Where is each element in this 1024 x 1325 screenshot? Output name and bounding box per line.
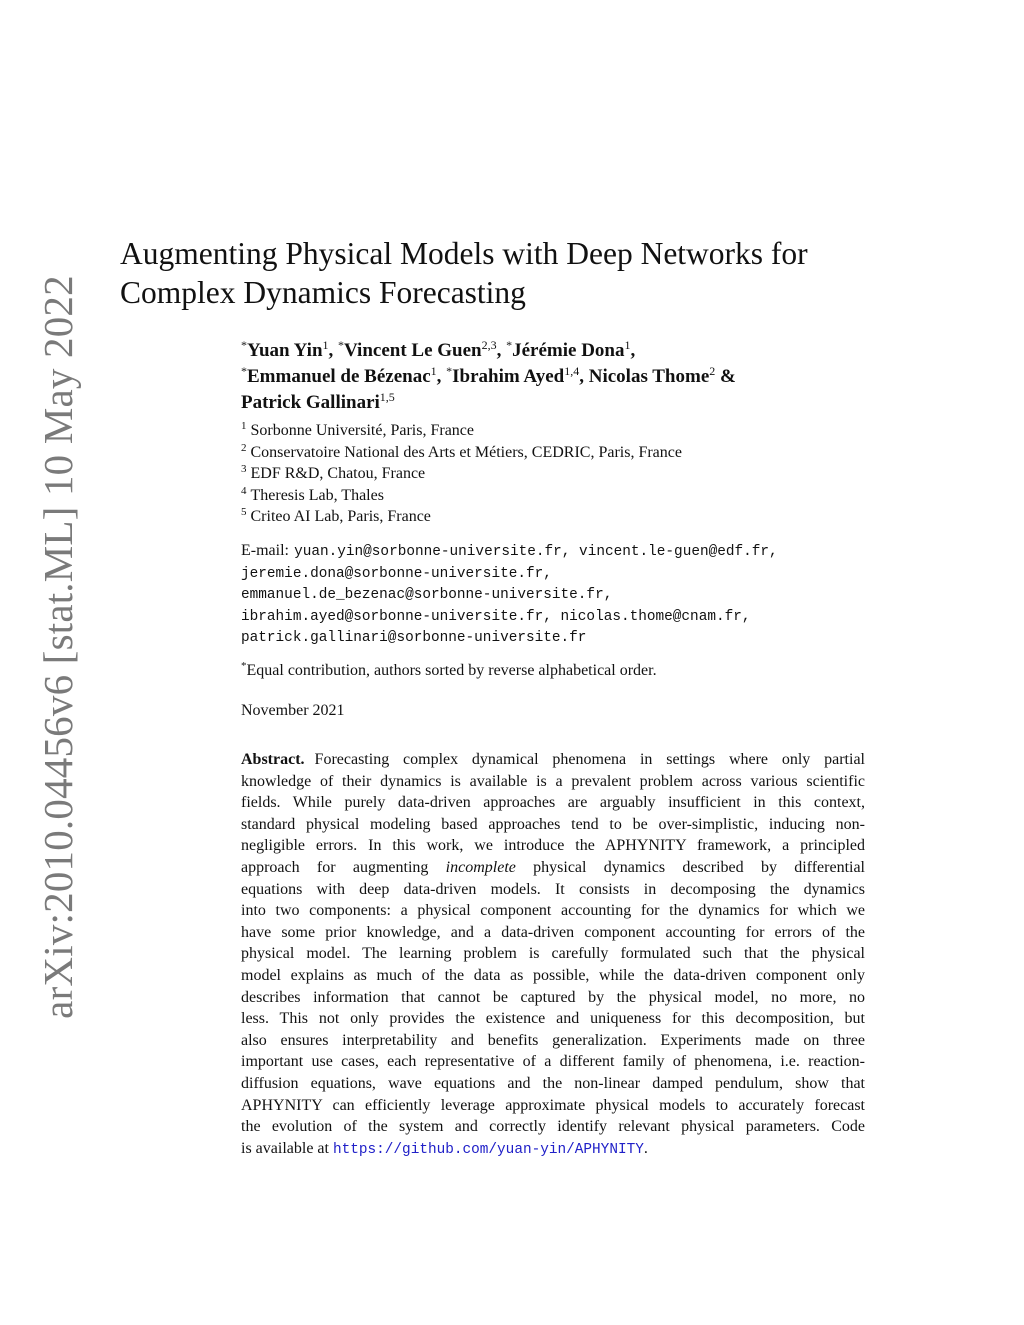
affiliation-text: Criteo AI Lab, Paris, France: [250, 508, 431, 526]
arxiv-id-text: arXiv:2010.04456v6 [stat.ML] 10 May 2022: [35, 275, 82, 1019]
author-affil-sup: 1,4: [564, 364, 580, 378]
abstract-line: knowledge of their dynamics is available is a prevalent problem across various scientific: [241, 772, 865, 790]
abstract-emphasis: incomplete: [445, 858, 516, 876]
affiliation-item: [241, 420, 682, 442]
abstract-text: Forecasting complex dynamical phenomena in settings where only partial: [314, 751, 865, 768]
abstract-text: is available at: [241, 1139, 329, 1157]
abstract-line: describes information that cannot be captured by the physical model, no more, no: [241, 988, 865, 1006]
email-address[interactable]: yuan.yin@sorbonne-universite.fr, vincent.le-guen@edf.fr,: [294, 544, 778, 560]
abstract-line: less. This not only provides the existence and uniqueness for this decomposition, but: [241, 1010, 865, 1028]
equal-star: *: [338, 338, 345, 352]
abstract-line: [241, 857, 865, 879]
abstract-line: [241, 749, 865, 771]
paper-title: [120, 234, 900, 312]
title-line-1: Augmenting Physical Models with Deep Networks for: [120, 236, 808, 271]
affiliation-number: 2: [241, 441, 247, 454]
author-line-3: [241, 390, 881, 416]
author-affil-sup: 1,5: [379, 390, 395, 404]
author-name: Jérémie Dona: [512, 340, 625, 361]
affiliation-item: [241, 442, 682, 464]
abstract-heading: Abstract.: [241, 751, 305, 768]
affiliation-number: 1: [241, 420, 247, 432]
affiliation-text: EDF R&D, Chatou, France: [250, 465, 426, 483]
email-address[interactable]: jeremie.dona@sorbonne-universite.fr,: [241, 565, 552, 582]
affiliation-item: [241, 485, 682, 507]
abstract: [241, 749, 865, 1159]
author-affil-sup: 2,3: [481, 338, 497, 352]
equal-star: *: [241, 338, 247, 352]
abstract-line: physical model. The learning problem is carefully formulated such that the physical: [241, 945, 865, 963]
affiliation-text: Conservatoire National des Arts et Métiers, CEDRIC, Paris, France: [250, 443, 682, 461]
abstract-line: standard physical modeling based approaches tend to be over-simplistic, inducing non-: [241, 815, 865, 833]
abstract-line: diffusion equations, wave equations and the non-linear damped pendulum, show that: [241, 1074, 865, 1092]
abstract-text: physical dynamics described by differential: [533, 858, 865, 876]
abstract-text: approach for augmenting: [241, 858, 429, 876]
author-affil-sup: 1: [322, 338, 329, 352]
author-affil-sup: 1: [624, 338, 631, 352]
abstract-line: into two components: a physical component accounting for the dynamics for which we: [241, 902, 865, 920]
author-name: Ibrahim Ayed: [452, 366, 565, 387]
abstract-line: important use cases, each representative of a different family of phenomena, i.e. reaction-: [241, 1053, 865, 1071]
abstract-line: negligible errors. In this work, we introduce the APHYNITY framework, a principled: [241, 837, 865, 855]
affiliation-number: 3: [241, 463, 247, 476]
email-address[interactable]: emmanuel.de_bezenac@sorbonne-universite.fr,: [241, 587, 613, 604]
author-line-1: *Yuan Yin$^1$, *Vincent Le Guen$^{2,3}$, *Jérémie Dona$^1$,: [241, 338, 636, 361]
affiliation-text: Theresis Lab, Thales: [250, 486, 384, 504]
author-affil-sup: 2: [709, 364, 716, 378]
author-name: Nicolas Thome: [588, 366, 710, 387]
title-line-2: Complex Dynamics Forecasting: [120, 275, 526, 310]
abstract-line: [241, 1138, 865, 1160]
email-label: E-mail:: [241, 542, 289, 559]
affiliation-number: 4: [241, 484, 247, 497]
author-name: Vincent Le Guen: [344, 340, 482, 361]
author-line-2: *Emmanuel de Bézenac$^1$, *Ibrahim Ayed$^{1,4}$, Nicolas Thome$^2$ &: [241, 364, 736, 387]
paper-date: November 2021: [241, 702, 345, 719]
email-address[interactable]: patrick.gallinari@sorbonne-universite.fr: [241, 630, 587, 647]
affiliation-text: Sorbonne Université, Paris, France: [250, 422, 475, 439]
abstract-line: also ensures interpretability and benefits generalization. Experiments made on three: [241, 1031, 865, 1049]
equal-contribution-note: [241, 662, 657, 680]
abstract-line: APHYNITY can efficiently leverage approximate physical models to accurately forecast: [241, 1096, 865, 1114]
abstract-line: the evolution of the system and correctly identify relevant physical parameters. Code: [241, 1118, 865, 1136]
email-line-1: [241, 539, 778, 564]
author-affil-sup: 1: [430, 364, 437, 378]
affiliation-list: [241, 420, 682, 528]
author-list: [241, 338, 881, 416]
email-address[interactable]: ibrahim.ayed@sorbonne-universite.fr, nicolas.thome@cnam.fr,: [241, 608, 751, 625]
equal-contribution-text: Equal contribution, authors sorted by reverse alphabetical order.: [246, 662, 657, 679]
affiliation-item: [241, 506, 682, 528]
abstract-line: fields. While purely data-driven approaches are arguably insufficient in this context,: [241, 794, 865, 812]
abstract-line: have some prior knowledge, and a data-driven component accounting for errors of the: [241, 923, 865, 941]
author-name: Emmanuel de Bézenac: [247, 366, 431, 387]
affiliation-item: [241, 463, 682, 485]
equal-star: *: [446, 364, 453, 378]
abstract-line: model explains as much of the data as possible, while the data-driven component only: [241, 966, 865, 984]
author-name: Patrick Gallinari: [241, 392, 380, 413]
equal-star: *: [241, 364, 247, 378]
email-block: [241, 539, 778, 650]
author-name: Yuan Yin: [247, 340, 323, 361]
arxiv-identifier-stamp: [18, 275, 98, 1019]
abstract-line: equations with deep data-driven models. It consists in decomposing the dynamics: [241, 880, 865, 898]
equal-star: *: [241, 660, 247, 672]
affiliation-number: 5: [241, 506, 247, 519]
abstract-text: .: [643, 1139, 648, 1157]
ampersand: &: [720, 366, 736, 387]
equal-star: *: [506, 338, 513, 352]
code-link[interactable]: https://github.com/yuan-yin/APHYNITY: [332, 1141, 644, 1158]
